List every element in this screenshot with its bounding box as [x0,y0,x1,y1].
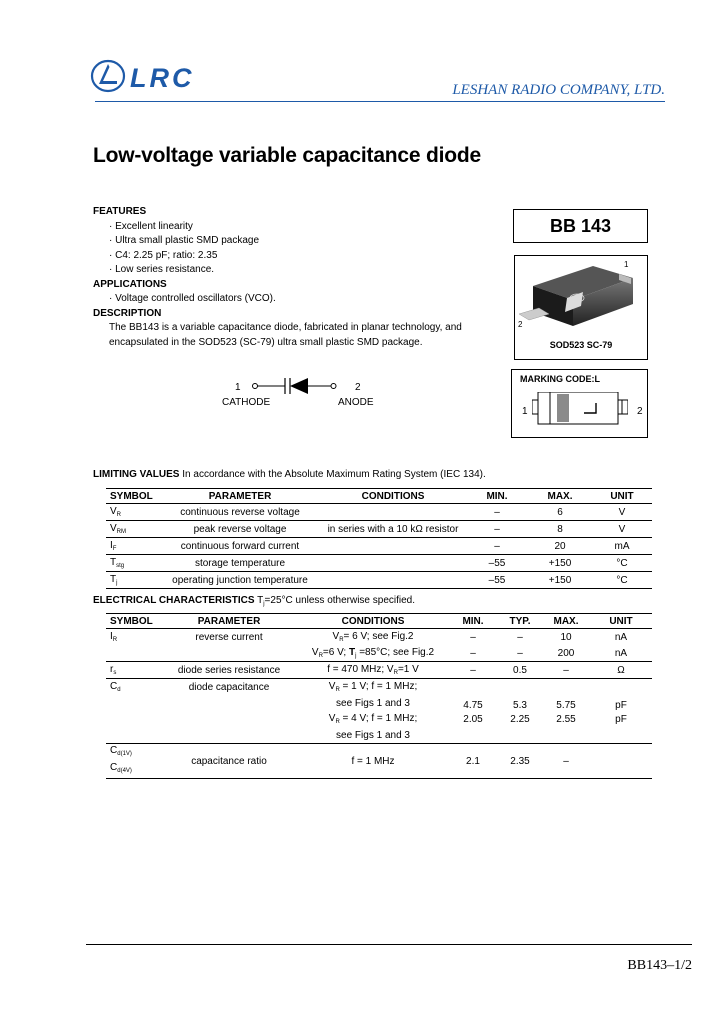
column-header: UNIT [590,614,652,629]
min-cell: – [448,645,498,662]
min-cell [448,727,498,744]
company-name: LESHAN RADIO COMPANY, LTD. [452,82,665,98]
electrical-subheading: $T_j=25^\circ C$ unless otherwise specified. [257,595,416,607]
min-cell: – [466,521,528,538]
conditions-cell: in series with a 10 kΩ resistor [320,521,466,538]
limiting-heading: LIMITING VALUES [93,469,180,480]
symbol-cell [106,711,160,727]
symbol-cell: $C_{d(1V)}$ $C_{d(4V)}$ [106,744,160,779]
max-cell: 200 [542,645,590,662]
symbol-cell: $T_{stg}$ [106,555,160,572]
column-header: PARAMETER [160,614,298,629]
table-header [106,489,652,504]
unit-cell: mA [592,538,652,555]
parameter-cell [160,695,298,711]
parameter-cell: capacitance ratio [160,744,298,779]
symbol-cell: $V_{RM}$ [106,521,160,538]
description-line: The BB143 is a variable capacitance diode, fabricated in planar technology, and [109,322,462,333]
table-row [106,555,652,572]
column-header: UNIT [592,489,652,504]
symbol-pin1: 1 [235,382,241,393]
parameter-cell [160,727,298,744]
header-rule [95,101,665,102]
conditions-cell: $V_R=6$ V; $T_j =85^\circ C$; see Fig.2 [298,645,448,662]
intro-section [93,205,493,350]
table-row [106,521,652,538]
max-cell: 5.75 [556,700,576,711]
conditions-cell: see Figs 1 and 3 [298,727,448,744]
table-header [106,614,652,629]
description-heading: DESCRIPTION [93,307,162,319]
unit-cell: V [592,521,652,538]
part-number-box [513,209,648,243]
pin1-label: 1 [624,260,629,269]
min-cell: 2.1 [448,744,498,779]
limiting-values-table [106,488,652,589]
typ-cell: 2.35 [498,744,542,779]
cathode-label: CATHODE [222,397,271,408]
conditions-cell [320,538,466,555]
unit-cell: pF [615,713,627,725]
max-cell: 20 [528,538,592,555]
logo-text: LRC [130,63,195,93]
column-header: MIN. [466,489,528,504]
symbol-pin2: 2 [355,382,361,393]
unit-cell [590,744,652,779]
unit-cell: Ω [590,662,652,679]
column-header: PARAMETER [160,489,320,504]
feature-item: · C4: 2.25 pF; ratio: 2.35 [109,249,218,261]
unit-cell: °C [592,555,652,572]
table-row [106,679,652,696]
symbol-cell: $T_j$ [106,572,160,589]
unit-cell: V [592,504,652,521]
varicap-symbol [250,375,350,397]
unit-cell: nA [590,645,652,662]
symbol-cell [106,645,160,662]
typ-cell: 0.5 [498,662,542,679]
max-cell: +150 [528,572,592,589]
conditions-cell [320,504,466,521]
unit-cell: °C [592,572,652,589]
min-cell: 2.05 [463,713,483,725]
conditions-cell: f = 470 MHz; $V_R=1$ V [298,662,448,679]
typ-cell: 2.25 [510,713,530,725]
features-heading: FEATURES [93,206,147,217]
column-header: CONDITIONS [320,489,466,504]
max-cell: +150 [528,555,592,572]
symbol-cell: $V_R$ [106,504,160,521]
limiting-subheading: In accordance with the Absolute Maximum Rating System (IEC 134). [182,469,486,480]
feature-item: · Ultra small plastic SMD package [109,235,260,246]
package-label: SOD523 SC-79 [549,340,613,350]
table-row [106,744,652,779]
symbol-cell: $r_s$ [106,662,160,679]
limiting-values-heading [93,468,486,483]
column-header: TYP. [498,614,542,629]
unit-cell: nA [614,631,628,643]
parameter-cell: diode series resistance [160,662,298,679]
anode-label: ANODE [338,397,374,408]
symbol-cell: $I_R$ [110,631,118,643]
max-cell: 8 [528,521,592,538]
electrical-characteristics-table [106,613,652,779]
parameter-cell: continuous forward current [160,538,320,555]
column-header: CONDITIONS [298,614,448,629]
applications-heading: APPLICATIONS [93,278,167,290]
max-cell: – [542,744,590,779]
typ-cell: – [498,645,542,662]
table-row [106,629,652,646]
marking-pin2: 2 [637,406,643,417]
min-cell: – [466,504,528,521]
footer-rule [86,944,692,945]
min-cell: –55 [466,572,528,589]
max-cell: 6 [528,504,592,521]
feature-item: · Low series resistance. [109,264,215,275]
parameter-cell: reverse current [195,631,263,643]
unit-cell [590,727,652,744]
parameter-cell: continuous reverse voltage [160,504,320,521]
feature-item: · Excellent linearity [109,220,193,232]
symbol-cell [106,695,160,711]
column-header: SYMBOL [106,614,160,629]
parameter-cell: storage temperature [160,555,320,572]
pin2-label: 2 [518,320,523,329]
typ-cell [498,727,542,744]
conditions-cell: $V_R= 6$ V; see Fig.2 [332,631,414,643]
max-cell: 10 [560,631,572,643]
conditions-cell: $V_R = 1$ V; f = 1 MHz; [328,681,418,693]
column-header: SYMBOL [106,489,160,504]
conditions-cell [320,555,466,572]
electrical-heading-line [93,594,415,612]
symbol-cell: $C_d$ [110,681,121,693]
parameter-cell: diode capacitance [188,681,270,693]
lrc-logo [90,56,220,96]
description-line: encapsulated in the SOD523 (SC-79) ultra small plastic SMD package. [109,336,423,348]
table-row [106,727,652,744]
application-item: · Voltage controlled oscillators (VCO). [109,293,276,304]
conditions-cell: f = 1 MHz [298,744,448,779]
min-cell: – [448,662,498,679]
symbol-cell [106,727,160,744]
conditions-cell [320,572,466,589]
marking-diagram [532,392,628,428]
column-header: MAX. [528,489,592,504]
marking-code-box [511,369,648,438]
marking-pin1: 1 [522,406,528,417]
column-header: MIN. [448,614,498,629]
typ-cell: 5.3 [513,700,527,711]
parameter-cell [160,645,298,662]
package-box [514,255,648,360]
table-row [106,572,652,589]
min-cell: – [466,538,528,555]
table-row [106,504,652,521]
unit-cell: pF [615,700,627,711]
max-cell [542,727,590,744]
column-header: MAX. [542,614,590,629]
electrical-heading: ELECTRICAL CHARACTERISTICS [93,595,255,606]
parameter-cell: operating junction temperature [160,572,320,589]
parameter-cell [160,711,298,727]
min-cell: 4.75 [463,700,483,711]
min-cell: –55 [466,555,528,572]
table-row [106,711,652,727]
min-cell: – [470,631,476,643]
symbol-cell: $I_F$ [106,538,160,555]
marking-code-title: MARKING CODE:L [520,374,600,384]
typ-cell: – [517,631,523,643]
table-row [106,538,652,555]
conditions-cell: see Figs 1 and 3 [336,697,410,709]
table-row [106,662,652,679]
part-number: BB 143 [549,215,612,236]
page-title: Low-voltage variable capacitance diode [93,144,482,167]
table-row [106,645,652,662]
max-cell: 2.55 [556,713,576,725]
parameter-cell: peak reverse voltage [160,521,320,538]
page-number: BB143–1/2 [627,958,692,973]
max-cell: – [542,662,590,679]
conditions-cell: $V_R = 4$ V; f = 1 MHz; [328,713,418,725]
